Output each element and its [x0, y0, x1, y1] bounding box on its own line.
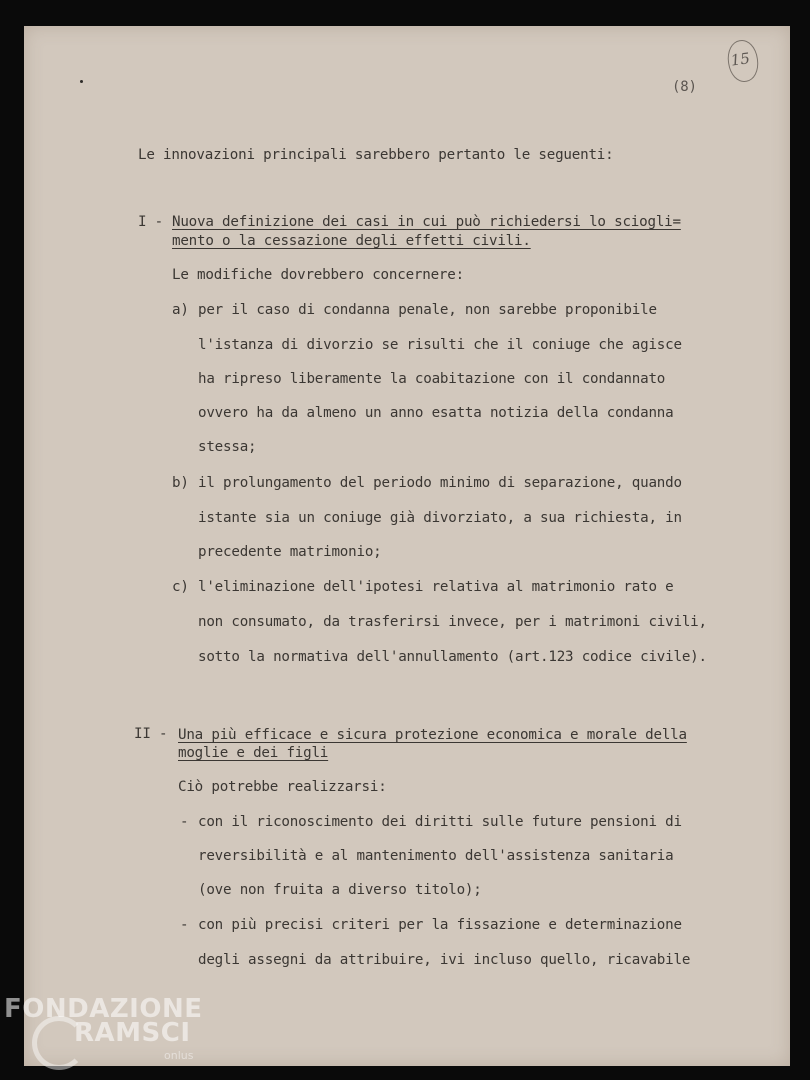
dash-item1-line: con il riconoscimento dei diritti sulle future pensioni di [198, 814, 682, 830]
item-a-line: ha ripreso liberamente la coabitazione con il condannato [198, 371, 666, 387]
dash-item2-line: con più precisi criteri per la fissazione e determinazione [198, 917, 682, 933]
dash-item2-line: degli assegni da attribuire, ivi incluso quello, ricavabile [198, 952, 691, 968]
dash-item1-line: reversibilità e al mantenimento dell'assistenza sanitaria [198, 848, 674, 864]
document-page [24, 26, 790, 1066]
item-b-marker: b) [172, 475, 189, 491]
page-number: (8) [672, 79, 697, 95]
item-a-line: l'istanza di divorzio se risulti che il coniuge che agisce [198, 337, 682, 353]
dash-item1-marker: - [180, 814, 189, 830]
item-a-line: ovvero ha da almeno un anno esatta notizia della condanna [198, 405, 674, 421]
section1-lead: Le modifiche dovrebbero concernere: [172, 267, 464, 283]
item-b-line: il prolungamento del periodo minimo di separazione, quando [198, 475, 682, 491]
item-a-line: stessa; [198, 439, 257, 455]
intro-text: Le innovazioni principali sarebbero pertanto le seguenti: [138, 147, 614, 163]
item-b-line: precedente matrimonio; [198, 544, 382, 560]
watermark-onlus: onlus [164, 1049, 194, 1062]
section2-numeral: II - [134, 726, 168, 742]
item-b-line: istante sia un coniuge già divorziato, a sua richiesta, in [198, 510, 682, 526]
item-c-marker: c) [172, 579, 189, 595]
watermark-foundation: FONDAZIONE [4, 994, 203, 1024]
item-a-line: per il caso di condanna penale, non sarebbe proponibile [198, 302, 657, 318]
item-c-line: l'eliminazione dell'ipotesi relativa al matrimonio rato e [198, 579, 674, 595]
item-c-line: sotto la normativa dell'annullamento (art.123 codice civile). [198, 649, 707, 665]
archive-number: 15 [729, 49, 751, 70]
dash-item2-marker: - [180, 917, 189, 933]
section1-title-line2: mento o la cessazione degli effetti civili. [172, 233, 531, 249]
section1-numeral: I - [138, 214, 164, 230]
section2-title-line2: moglie e dei figli [178, 745, 329, 761]
item-a-marker: a) [172, 302, 189, 318]
dash-item1-line: (ove non fruita a diverso titolo); [198, 882, 482, 898]
section2-title-line1: Una più efficace e sicura protezione economica e morale della [178, 727, 687, 743]
watermark-gramsci: RAMSCI [74, 1018, 191, 1048]
section2-lead: Ciò potrebbe realizzarsi: [178, 779, 387, 795]
item-c-line: non consumato, da trasferirsi invece, per i matrimoni civili, [198, 614, 707, 630]
section1-title-line1: Nuova definizione dei casi in cui può richiedersi lo sciogli= [172, 214, 681, 230]
margin-dot [80, 80, 83, 83]
